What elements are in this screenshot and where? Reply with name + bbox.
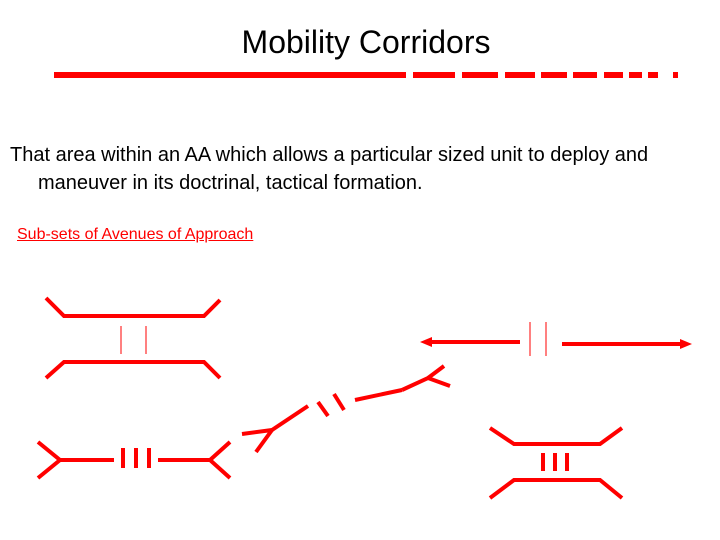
slide-title: Mobility Corridors	[241, 24, 491, 60]
definition-text: That area within an AA which allows a particular sized unit to deploy and maneuver in its doctrinal, tactical formation.	[10, 144, 649, 194]
corridor-symbol-arrow	[430, 322, 684, 356]
corridor-symbol-battalion	[38, 442, 230, 478]
corridor-symbol-battalion-wide	[490, 428, 622, 498]
arrowhead-right-icon	[680, 339, 692, 349]
arrowhead-left-icon	[420, 337, 432, 347]
corridor-symbol-company	[242, 366, 450, 452]
corridor-symbol-wide	[46, 298, 220, 378]
subsets-avenues-link[interactable]: Sub-sets of Avenues of Approach	[17, 226, 254, 243]
